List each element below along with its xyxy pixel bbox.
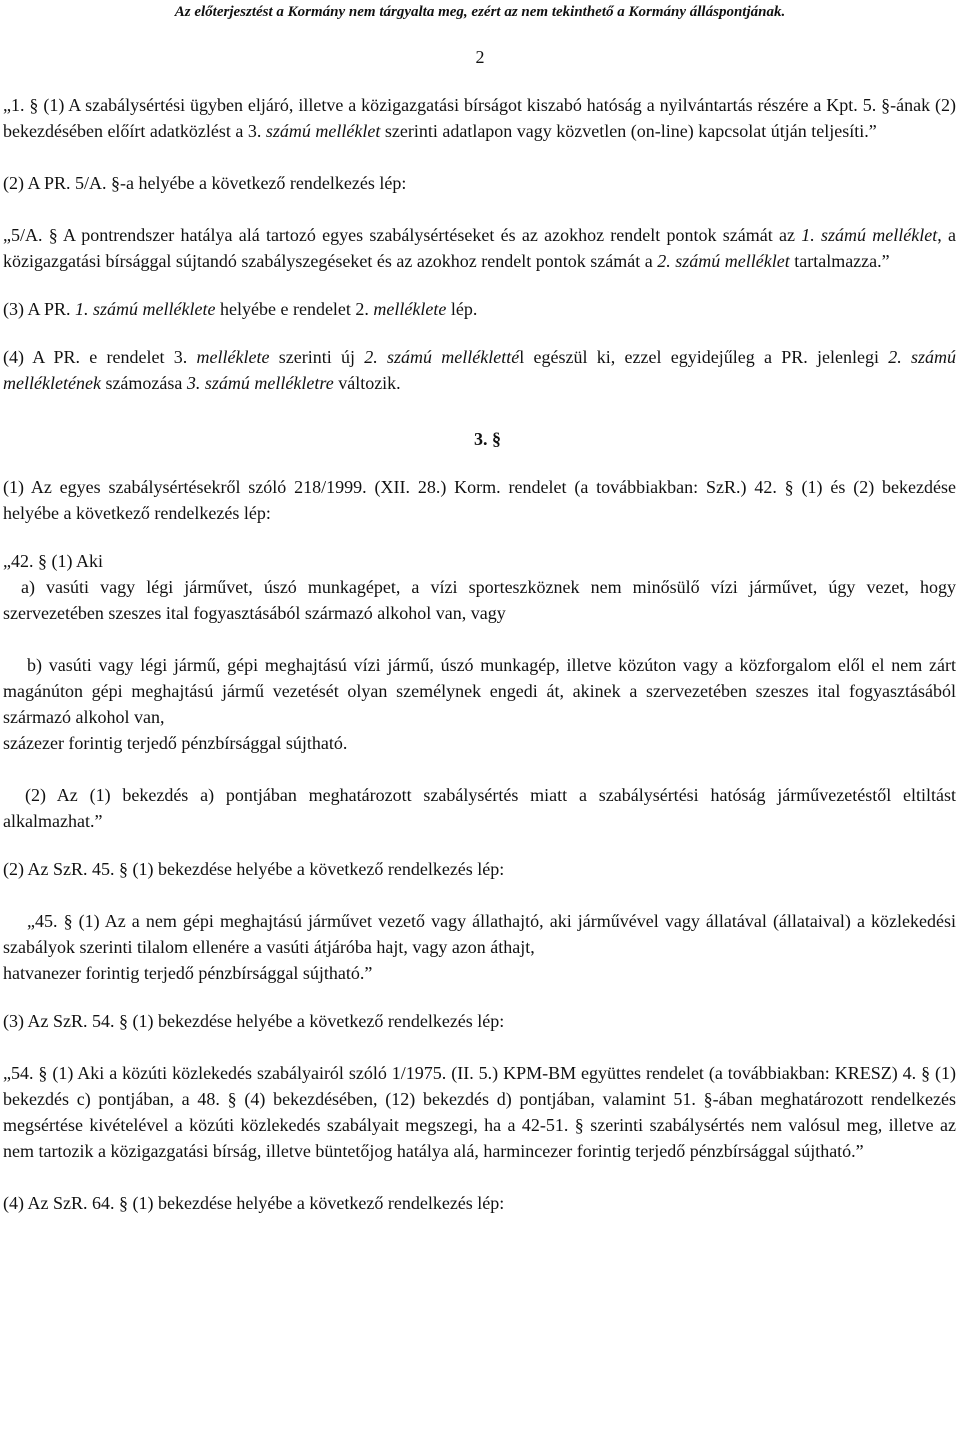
paragraph-1-1: „1. § (1) A szabálysértési ügyben eljáró, illetve a közigazgatási bírságot kiszabó hatóság a nyilvántartás részére a Kpt. 5. §-ának (2) bekezdésében előírt adatközlést a 3. számú melléklet szerinti adatlapon vagy közvetlen (on-line) kapcsolat útján teljesíti.”	[3, 95, 956, 141]
paragraph-42-point-a: a) vasúti vagy légi járművet, úszó munkagépet, a vízi sporteszköznek nem minősülő vízi járművet, úgy vezet, hogy szervezetében szeszes ital fogyasztásából származó alkohol van, vagy	[3, 577, 956, 623]
paragraph-45: „45. § (1) Az a nem gépi meghajtású járművet vezető vagy állathajtó, aki járművével vagy állatával (állataival) a közlekedési szabályok szerinti tilalom ellenére a vasúti átjáróba hajt, vagy azon áthajt,	[3, 911, 956, 957]
paragraph-42-intro: „42. § (1) Aki	[3, 551, 103, 571]
paragraph-5a: „5/A. § A pontrendszer hatálya alá tartozó egyes szabálysértéseket és az azokhoz rendelt pontok számát az 1. számú melléklet, a közigazgatási bírsággal sújtandó szabályszegéseket és az azokhoz rendelt pontok számát a 2. számú melléklet tartalmazza.”	[3, 225, 956, 271]
government-disclaimer: Az előterjesztést a Kormány nem tárgyalta meg, ezért az nem tekinthető a Kormány álláspontjának.	[174, 4, 786, 20]
section-heading: 3. §	[474, 429, 501, 449]
paragraph-3-4: (4) Az SzR. 64. § (1) bekezdése helyébe a következő rendelkezés lép:	[3, 1193, 505, 1213]
paragraph-42-point-b: b) vasúti vagy légi jármű, gépi meghajtású vízi jármű, úszó munkagép, illetve közúton vagy a közforgalom elől el nem zárt magánúton gépi meghajtású jármű vezetését olyan személynek engedi át, akinek a szervezetében szeszes ital fogyasztásából származó alkohol van,	[3, 655, 956, 727]
paragraph-1-3: (3) A PR. 1. számú melléklete helyébe e rendelet 2. melléklete lép.	[3, 299, 478, 319]
paragraph-3-3: (3) Az SzR. 54. § (1) bekezdése helyébe a következő rendelkezés lép:	[3, 1011, 505, 1031]
paragraph-42-sanction: százezer forintig terjedő pénzbírsággal sújtható.	[3, 733, 348, 753]
paragraph-54: „54. § (1) Aki a közúti közlekedés szabályairól szóló 1/1975. (II. 5.) KPM-BM együttes rendelet (a továbbiakban: KRESZ) 4. § (1) bekezdés c) pontjában, a 48. § (4) bekezdésében, (12) bekezdés d) pontjában, valamint 51. §-ában meghatározott rendelkezés megsértése kivételével a közúti közlekedés szabályait megszegi, ha a 42-51. § szerinti szabálysértés nem valósul meg, illetve az nem tartozik a közigazgatási bírság, illetve büntetőjog hatálya alá, harmincezer forintig terjedő pénzbírsággal sújtható.”	[3, 1063, 956, 1161]
paragraph-3-1: (1) Az egyes szabálysértésekről szóló 218/1999. (XII. 28.) Korm. rendelet (a továbbiakban: SzR.) 42. § (1) és (2) bekezdése helyébe a következő rendelkezés lép:	[3, 477, 956, 523]
paragraph-1-2: (2) A PR. 5/A. §-a helyébe a következő rendelkezés lép:	[3, 173, 407, 193]
paragraph-42-2: (2) Az (1) bekezdés a) pontjában meghatározott szabálysértés miatt a szabálysértési hatóság járművezetéstől eltiltást alkalmazhat.”	[3, 785, 956, 831]
document-body	[3, 92, 956, 1216]
paragraph-45-sanction: hatvanezer forintig terjedő pénzbírsággal sújtható.”	[3, 963, 373, 983]
paragraph-3-2: (2) Az SzR. 45. § (1) bekezdése helyébe a következő rendelkezés lép:	[3, 859, 505, 879]
paragraph-1-4: (4) A PR. e rendelet 3. melléklete szerinti új 2. számú melléklettél egészül ki, ezzel egyidejűleg a PR. jelenlegi 2. számú mellékletének számozása 3. számú mellékletre változik.	[3, 347, 956, 393]
page-number: 2	[475, 47, 485, 67]
